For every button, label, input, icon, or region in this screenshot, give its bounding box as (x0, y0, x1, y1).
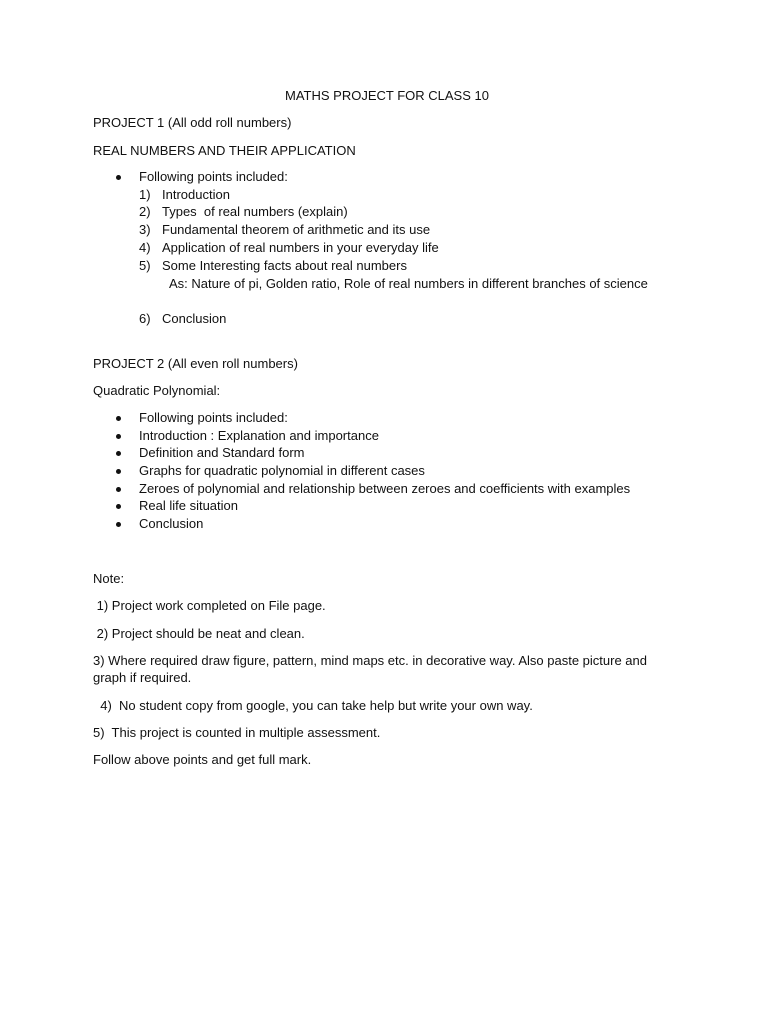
list-item: Types of real numbers (explain) (162, 204, 348, 219)
note-line: graph if required. (93, 670, 192, 685)
note-line: 5) This project is counted in multiple assessment. (93, 725, 381, 740)
item-number: 4) (139, 240, 151, 255)
project1-heading: PROJECT 1 (All odd roll numbers) (93, 115, 292, 130)
note-line: 4) No student copy from google, you can take help but write your own way. (93, 698, 533, 713)
note-line: 1) Project work completed on File page. (93, 598, 326, 613)
project2-topic: Quadratic Polynomial: (93, 383, 221, 398)
list-item: Introduction (162, 187, 230, 202)
list-item: Conclusion (139, 516, 204, 531)
list-item: Graphs for quadratic polynomial in different cases (139, 463, 425, 478)
item-number: 6) (139, 311, 151, 326)
bullet-dot (116, 451, 121, 456)
bullet-dot (116, 487, 121, 492)
bullet-dot (116, 469, 121, 474)
note-line: Follow above points and get full mark. (93, 752, 312, 767)
bullet-dot (116, 504, 121, 509)
list-item: Real life situation (139, 498, 238, 513)
item-number: 5) (139, 258, 151, 273)
project1-topic: REAL NUMBERS AND THEIR APPLICATION (93, 143, 356, 158)
note-line: 2) Project should be neat and clean. (93, 626, 305, 641)
note-label: Note: (93, 571, 125, 586)
list-item: Application of real numbers in your everyday life (162, 240, 439, 255)
project2-heading: PROJECT 2 (All even roll numbers) (93, 356, 298, 371)
project1-bullet-text: Following points included: (139, 169, 288, 184)
bullet-dot (116, 416, 121, 421)
item-number: 3) (139, 222, 151, 237)
list-item: Conclusion (162, 311, 227, 326)
bullet-dot (116, 175, 121, 180)
bullet-dot (116, 522, 121, 527)
page-title: MATHS PROJECT FOR CLASS 10 (285, 88, 489, 103)
list-item: Introduction : Explanation and importance (139, 428, 379, 443)
list-item: Definition and Standard form (139, 445, 305, 460)
bullet-dot (116, 434, 121, 439)
item-number: 1) (139, 187, 151, 202)
list-item: Fundamental theorem of arithmetic and its use (162, 222, 431, 237)
list-item: Some Interesting facts about real numbers (162, 258, 407, 273)
note-line: 3) Where required draw figure, pattern, mind maps etc. in decorative way. Also paste picture and (93, 653, 647, 668)
list-item: Zeroes of polynomial and relationship between zeroes and coefficients with examples (139, 481, 631, 496)
item-number: 2) (139, 204, 151, 219)
list-item: Following points included: (139, 410, 288, 425)
sub-note: As: Nature of pi, Golden ratio, Role of real numbers in different branches of science (169, 276, 648, 291)
